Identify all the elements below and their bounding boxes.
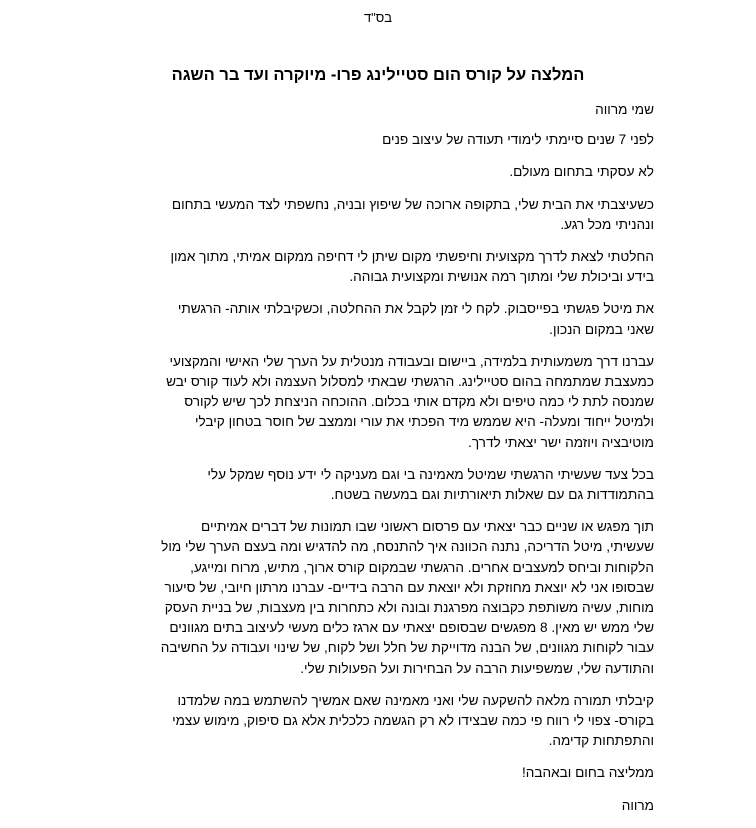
paragraph-2: לא עסקתי בתחום מעולם. (509, 164, 654, 180)
page-title: המלצה על קורס הום סטיילינג פרו- מיוקרה ועד בר השגה (171, 66, 585, 84)
letter-body (94, 100, 654, 828)
greeting: שמי מרווה (595, 102, 654, 117)
paragraph-4: החלטתי לצאת לדרך מקצועית וחיפשתי מקום שיתן לי דחיפה ממקום אמיתי, מתוך אמון בידע וביכולת שלי ומתוך רמה אנושית ומקצועית גבוהה. (170, 249, 654, 285)
paragraph-1: לפני 7 שנים סיימתי לימודי תעודה של עיצוב פנים (382, 132, 654, 148)
signature: מרווה (621, 797, 654, 813)
bsd-header: בס"ד (363, 10, 393, 25)
paragraph-8: תוך מפגש או שניים כבר יצאתי עם פרסום ראשוני שבו תמונות של דברים אמיתיים שעשיתי, מיטל הדריכה, נתנה הכוונה איך להתנסח, מה להדגיש ומה בעצם הערך שלי מול הלקוחות וביחס למעצבים אחרים. הרגשתי שבמקום קורס ארוך, מתיש, מרוח ומייגע, שבסופו אני לא יוצאת מחוזקת ולא יוצאת עם הרבה בידיים- עברנו מרתון חיובי, של סיעור מוחות, עשיה משותפת כקבוצה מפרגנת ובונה ולא כתחרות בין מעצבות, של בניית העסק שלי ממש יש מאין. 8 מפגשים שבסופם יצאתי עם ארגז כלים מעשי לעיצוב בתים מגוונים עבור לקוחות מגוונים, של הבנה מדוייקת של חלל ושל לקוח, של שינוי ועבודה על החשיבה והתודעה שלי, שמשפיעות הרבה על הבחירות ועל הפעולות שלי. (160, 519, 654, 676)
paragraph-7: בכל צעד שעשיתי הרגשתי שמיטל מאמינה בי וגם מעניקה לי ידע נוסף שמקל עלי בהתמודדות גם עם שאלות תיאורתיות וגם במעשה בשטח. (207, 466, 654, 503)
paragraph-5: את מיטל פגשתי בפייסבוק. לקח לי זמן לקבל את ההחלטה, וכשקיבלתי אותה- הרגשתי שאני במקום הנכון. (177, 301, 654, 337)
paragraph-9: קיבלתי תמורה מלאה להשקעה שלי ואני מאמינה שאם אמשיך להשתמש במה שלמדנו בקורס- צפוי לי רווח פי כמה שבצידו לא רק הגשמה כלכלית אלא גם סיפוק, מימוש עצמי והתפתחות קדימה. (172, 692, 654, 749)
paragraph-6: עברנו דרך משמעותית בלמידה, ביישום ובעבודה מנטלית על הערך שלי האישי והמקצועי כמעצבת שמתמחה בהום סטיילינג. הרגשתי שבאתי למסלול העצמה ולא לעוד קורס יבש שמנסה לתת לי כמה טיפים ולא מקדם אותי בכלום. ההוכחה הניצחת לכך שיש לקורס ולמיטל ייחוד ומעלה- היא שממש מיד הפכתי את עורי וממצב של חוסר בטחון קיבלי מוטיבציה ויוזמה ישר יצאתי לדרך. (166, 353, 654, 450)
paragraph-10: ממליצה בחום ובאהבה! (521, 765, 654, 781)
paragraph-3: כשעיצבתי את הבית שלי, בתקופה ארוכה של שיפוץ ובניה, נחשפתי לצד המעשי בתחום ונהניתי מכל רגע. (171, 196, 654, 232)
